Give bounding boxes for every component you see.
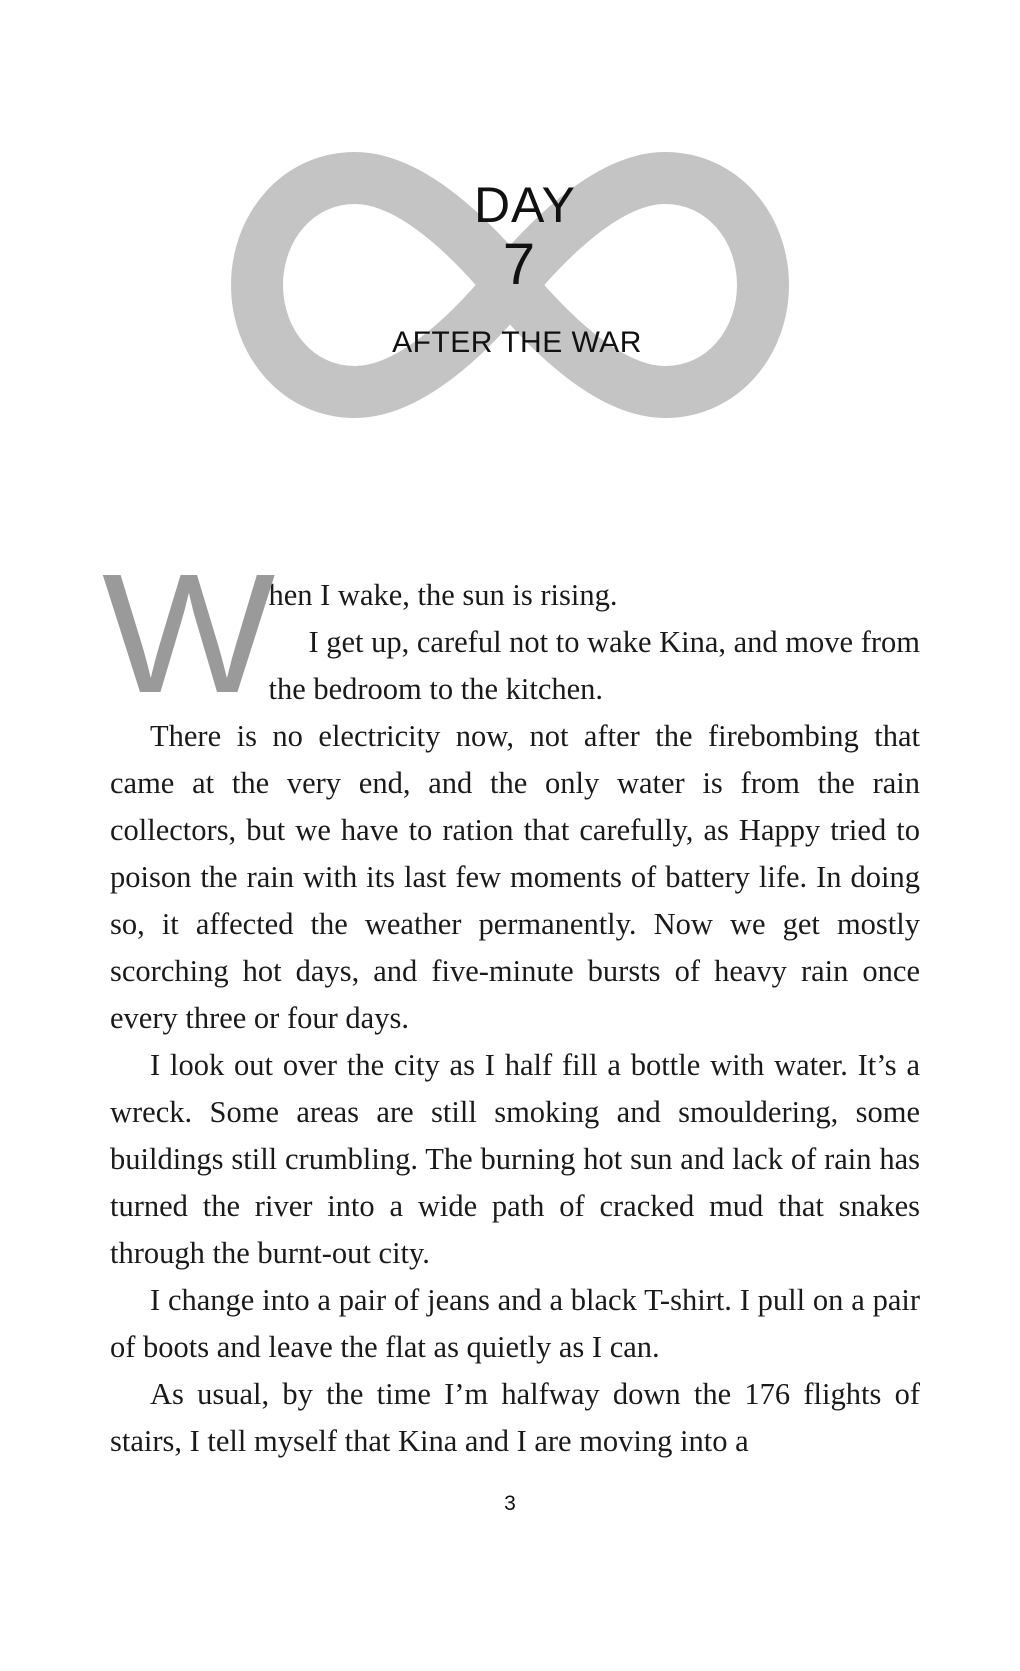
paragraph-4: I look out over the city as I half fill a bottle with water. It’s a wreck. Some areas are still smoking and smouldering, some buildings still crumbling. The burning hot sun and lack of rain has turned the river into a wide path of cracked mud that snakes through the burnt-out city. [110,1048,920,1270]
chapter-body [102,539,920,1465]
chapter-day-label: DAY [473,177,577,233]
paragraph-1-text: hen I wake, the sun is rising. [268,578,618,612]
drop-cap: W [102,539,269,729]
page-number: 3 [504,1492,516,1515]
paragraph-3: There is no electricity now, not after the firebombing that came at the very end, and the only water is from the rain collectors, but we have to ration that carefully, as Happy tried to poison the rain with its last few moments of battery life. In doing so, it affected the weather permanently. Now we get mostly scorching hot days, and five-minute bursts of heavy rain once every three or four days. [110,719,920,1035]
paragraph-2: I get up, careful not to wake Kina, and move from the bedroom to the kitchen. [268,625,920,706]
paragraph-5: I change into a pair of jeans and a black T-shirt. I pull on a pair of boots and leave the flat as quietly as I can. [110,1283,920,1364]
chapter-heading [225,140,795,430]
chapter-subtitle: AFTER THE WAR [392,326,642,359]
paragraph-6: As usual, by the time I’m halfway down the 176 flights of stairs, I tell myself that Kina and I are moving into a [110,1377,920,1458]
chapter-number: 7 [502,232,536,297]
